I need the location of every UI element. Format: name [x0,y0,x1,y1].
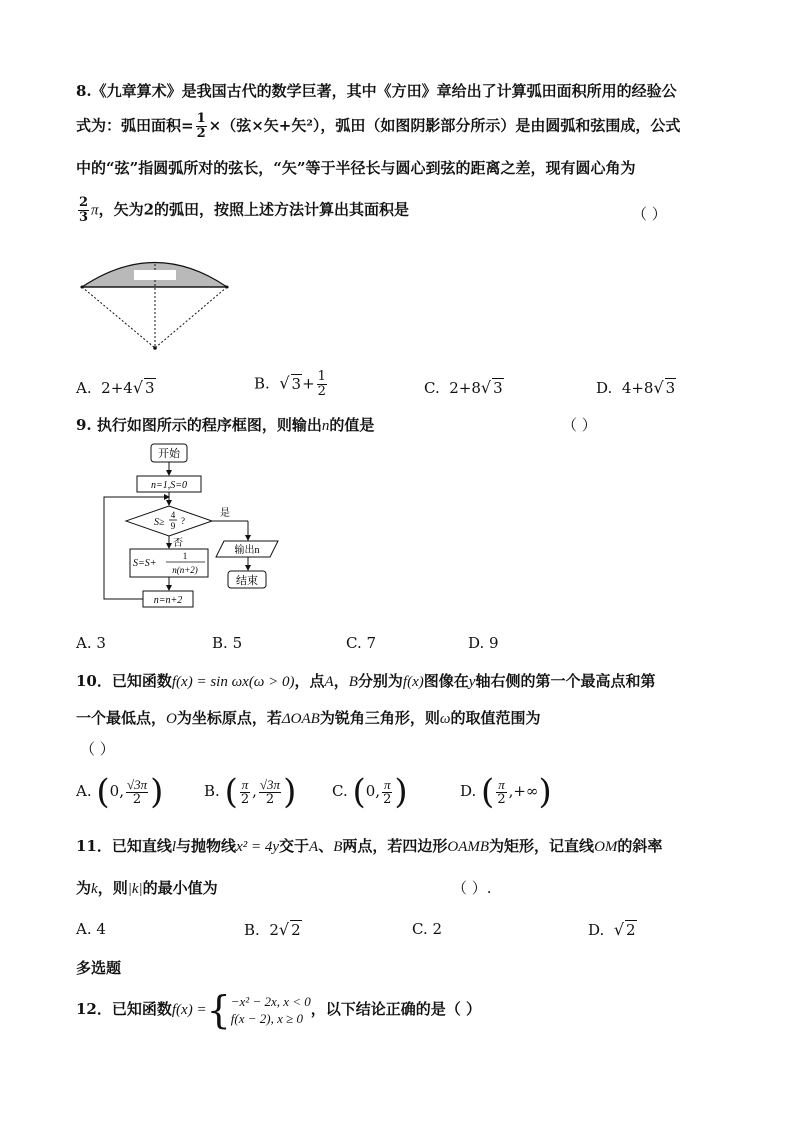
option-label: D. [460,782,477,800]
flow-update-den: n(n+2) [172,565,198,575]
radicand: 3 [145,379,155,397]
piecewise-case-1: −x² − 2x, x < 0 [230,994,311,1009]
option-value: 9 [489,634,499,652]
frac-num: π [241,776,249,792]
option-label: A. [76,379,92,397]
q11-text-d: 两点，若四边形 [342,837,448,855]
q8-angle-fraction [78,196,89,225]
radicand: 2 [626,921,636,939]
plus-sign: + [302,374,315,393]
option-value: 2 [269,921,279,939]
q10-text-h: 为坐标原点，若 [176,709,282,727]
point-b: B [348,674,358,690]
q11-text-f: 的斜率 [617,837,663,855]
flow-increment-text: n=n+2 [153,595,183,606]
q11-text-h: ，则 [97,879,128,897]
option-label: D. [596,379,613,397]
option-label: C. [346,634,362,652]
q8-line4 [76,196,409,225]
frac-den: 2 [383,791,392,807]
q10-text-g: 一个最低点， [76,709,167,727]
quad-oamb: OAMB [447,839,490,855]
flow-update-num: 1 [182,551,188,561]
q10-function: f(x) = sin ωx(ω > 0) [171,674,295,690]
q8-option-d[interactable]: D. 4+8√ 3 [596,378,676,397]
flow-cond-den: 9 [170,521,176,531]
interval-right: ,+∞ [508,782,539,800]
q11-option-b[interactable]: B. 2√ 2 [244,920,301,939]
interval-right-frac [259,778,281,807]
q11-sep: 、 [318,837,334,855]
frac-num: √3π [126,776,148,792]
radicand: 3 [493,379,503,397]
q9-option-b[interactable] [212,634,242,652]
q10-text-e: 图像在 [423,672,469,690]
origin-o: O [166,711,177,727]
interval-right-frac [126,778,148,807]
option-label: A. [76,782,92,800]
slope-k: k [91,881,98,897]
q9-text-post: 的值是 [329,416,375,434]
frac-num: π [498,776,505,792]
q9-option-a[interactable] [76,634,106,652]
point-a: A [324,674,334,690]
option-label: C. [332,782,348,800]
q8-line1: 8.《九章算术》是我国古代的数学巨著，其中《方田》章给出了计算弧田面积所用的经验公 [76,82,677,100]
q8-option-b[interactable]: B. √ 3+ $\frac{1}{2}$ [254,369,326,399]
option-value: 4+8 [621,379,654,397]
q9-var: n [321,418,330,434]
radicand: 3 [665,379,676,397]
q8-line3: 中的“弦”指圆弧所对的弦长，“矢”等于半径长与圆心到弦的距离之差，现有圆心角为 [76,159,636,177]
q10-text: 10．已知函数 [76,672,172,690]
q10-option-b[interactable]: B. ( $\frac{\pi}{2}$ , $\frac{√3\pi}{2}$ ) [204,772,297,812]
flow-decision [126,506,212,536]
frac-den: 2 [317,384,326,399]
q11-text-c: 交于 [279,837,310,855]
triangle-oab: ΔOAB [281,711,320,727]
q12-text-post: ，以下结论正确的是（ ） [310,1000,482,1018]
q12-fx: f(x) = [171,1002,207,1018]
q8-answer-blank: （ ） [632,205,667,223]
q11-text-b: 与抛物线 [176,837,237,855]
flow-end-text: 结束 [236,575,258,587]
line-l: l [171,839,177,855]
option-label: B. [254,374,270,393]
arc-field-figure [76,250,236,355]
option-label: D. [588,921,605,939]
radius-right [155,287,227,348]
q11-option-a[interactable] [76,920,106,938]
q10-text-c: ， [333,672,349,690]
q8-line4-text: ，矢为2的弧田，按照上述方法计算出其面积是 [98,200,410,219]
option-value: 3 [96,634,106,652]
interval-left-frac [496,778,506,807]
frac-num: 1 [317,369,326,384]
q11-line2 [76,877,218,898]
q12-stem: 12．已知函数f(x) ={ −x² − 2x, x < 0 f(x − 2), x ≥ 0 ，以下结论正确的是（ ） [76,988,482,1032]
option-label: A. [76,634,92,652]
radicand: 2 [291,921,301,939]
q10-option-a[interactable]: A. (0, $\frac{√3\pi}{2}$ ) [76,772,164,812]
option-label: B. [244,921,260,939]
line-om: OM [594,839,618,855]
q10-answer-blank: （ ） [80,740,115,758]
flowchart [96,440,316,620]
q8-half-num: 1 [196,111,206,126]
q8-formula-label: 式为：弧田面积= [76,116,194,135]
option-value: 7 [366,634,377,652]
flow-update-pre: S=S+ [133,558,157,569]
q11-option-c[interactable] [412,920,442,938]
frac-den: 2 [497,791,506,807]
q8-half-den: 2 [196,126,206,141]
q9-option-d[interactable] [468,634,499,652]
q8-option-a[interactable]: A. 2+4√ 3 [76,378,155,397]
flow-yes-label: 是 [220,508,230,519]
option-value: 2 [432,920,443,938]
interval-right-frac [382,778,392,807]
option-value: 2+8 [449,379,481,397]
q10-fx: f(x) [402,674,424,690]
flow-cond-q: ? [181,516,185,526]
piecewise-cases [231,993,311,1027]
option-label: D. [468,634,485,652]
q8-formula-rest: ×（弦×矢+矢²），弧田（如图阴影部分所示）是由圆弧和弦围成，公式 [208,116,681,135]
radius-left [82,287,155,348]
q10-option-c[interactable]: C. (0, $\frac{\pi}{2}$ ) [332,772,408,812]
q8-half-fraction [196,112,207,141]
q8-angle-den: 3 [79,210,89,225]
q12-text: 12．已知函数 [76,1000,172,1018]
q8-angle-num: 2 [79,195,89,210]
point-a: A [309,839,319,855]
q10-text-d: 分别为 [357,672,403,690]
abs-k: |k| [127,881,143,897]
q10-text-i: 为锐角三角形，则 [319,709,440,727]
q9-answer-blank: （ ） [562,416,597,434]
q11-line1 [76,835,662,856]
q9-text: 9. 执行如图所示的程序框图，则输出 [76,416,322,434]
option-label: C. [412,920,428,938]
omega-symbol: ω [439,711,451,727]
q10-y-axis: y [468,674,476,690]
radicand: 3 [291,374,302,393]
interval-left: 0, [365,782,381,800]
option-value: 5 [232,634,243,652]
option-label: B. [212,634,228,652]
figure-label-patch [134,270,176,280]
option-label: A. [76,920,92,938]
chord-endpoint-right [226,286,229,289]
q11-answer-blank: （ ）. [452,879,492,897]
option-label: B. [204,782,220,800]
flow-output-text: 输出n [234,545,260,556]
section-title: 多选题 [76,959,122,977]
q11-option-d[interactable]: D. √ 2 [588,920,636,939]
option-value: 4 [96,920,106,938]
flow-no-label: 否 [173,538,183,549]
frac-num: √3π [259,776,281,792]
flow-cond-num: 4 [170,510,176,520]
option-fraction [317,370,327,399]
option-value: 2+4 [101,379,133,397]
interval-left: 0, [109,782,124,800]
frac-den: 2 [132,791,142,807]
q10-option-d[interactable]: D. ( $\frac{\pi}{2}$ ,+∞) [460,772,552,812]
option-label: C. [424,379,440,397]
flow-init-text: n=1,S=0 [151,480,187,491]
q11-text-i: 的最小值为 [142,879,218,897]
q10-text-j: 的取值范围为 [450,709,541,727]
q11-text-e: 为矩形，记直线 [489,837,595,855]
q10-text-b: ，点 [294,672,325,690]
chord-endpoint-left [81,286,84,289]
q10-text-f: 轴右侧的第一个最高点和第 [475,672,656,690]
q9-option-c[interactable] [346,634,376,652]
q9-stem [76,414,374,435]
frac-den: 2 [265,791,275,807]
interval-left-frac [240,778,250,807]
circle-center-point [153,346,157,350]
q8-option-c[interactable]: C. 2+8√ 3 [424,378,503,397]
flow-cond-pre: S≥ [154,517,165,528]
q10-line2 [76,707,540,728]
piecewise-case-2: f(x − 2), x ≥ 0 [230,1011,303,1026]
q8-line2 [76,112,680,141]
flow-start-text: 开始 [158,448,180,460]
q11-text-a: 11．已知直线 [76,837,172,855]
parabola-equation: x² = 4y [236,839,279,855]
point-b: B [333,839,343,855]
frac-num: π [383,776,391,792]
q11-text-g: 为 [76,879,92,897]
q8-pi: π [91,202,99,219]
frac-den: 2 [240,791,250,807]
q10-line1 [76,670,655,691]
